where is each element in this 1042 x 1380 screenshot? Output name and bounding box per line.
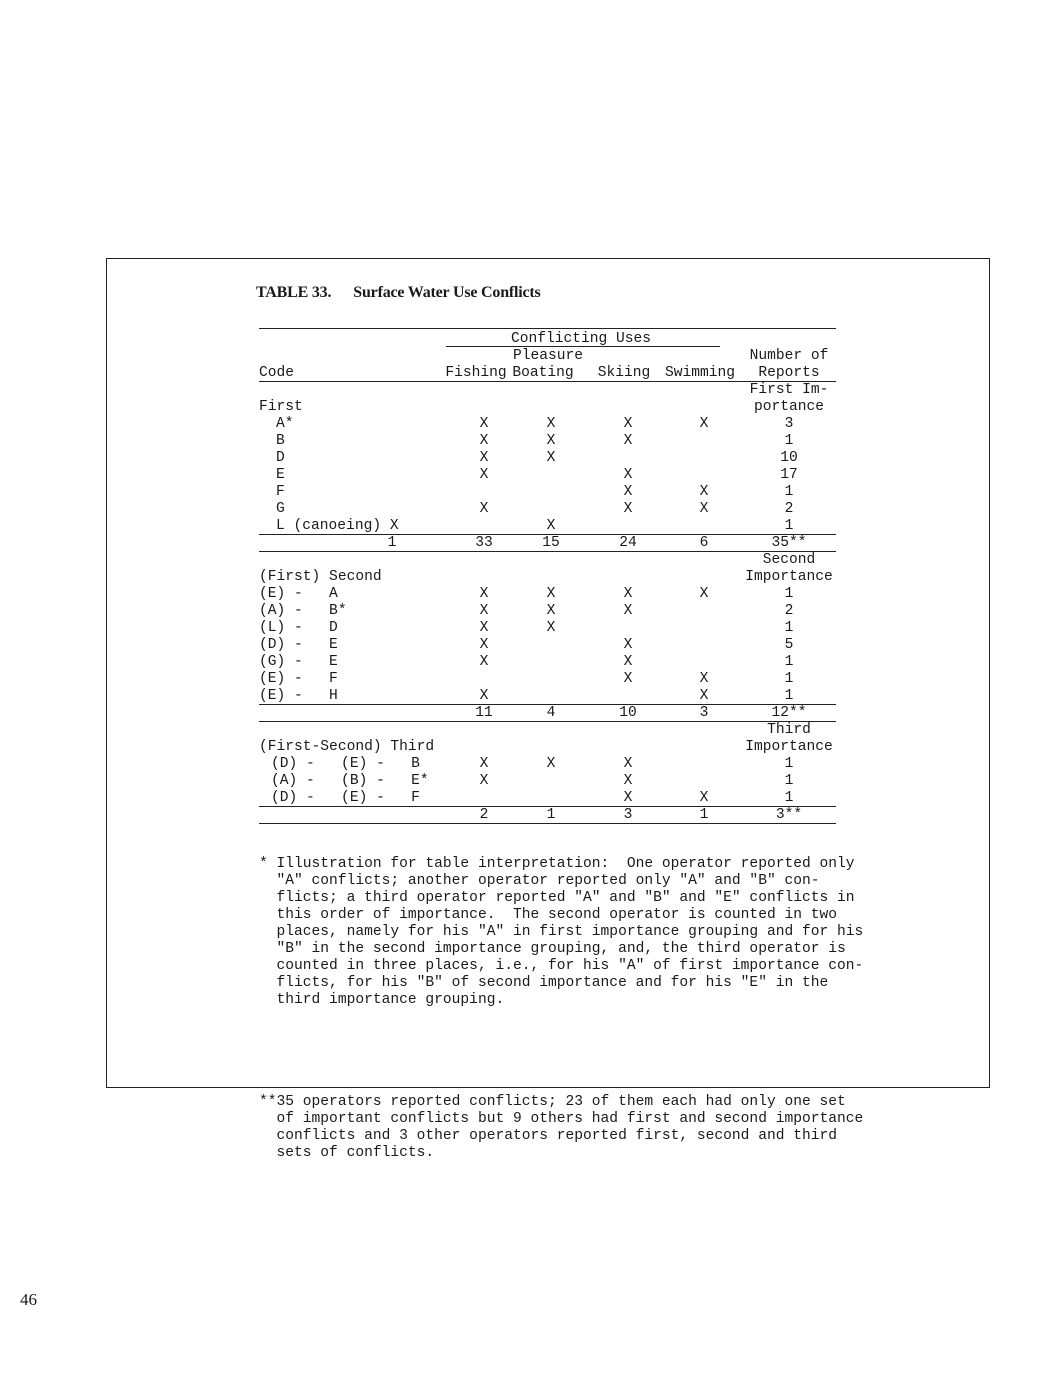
- second-cell-boating-mark: X: [546, 620, 556, 636]
- third-cell-boating-mark: X: [546, 756, 556, 772]
- table-title-text: Surface Water Use Conflicts: [353, 284, 541, 301]
- second-total-fishing: 11: [475, 705, 493, 721]
- second-cell-fishing-mark: X: [479, 637, 489, 653]
- header-boating: Boating: [512, 365, 574, 381]
- third-cell-reports: 1: [784, 756, 794, 772]
- group-header: Conflicting Uses: [510, 331, 652, 347]
- third-cell-fishing-mark: X: [479, 773, 489, 789]
- third-cell-fishing-mark: X: [479, 756, 489, 772]
- group-header-rule: [446, 346, 720, 347]
- second-cell-boating-mark: X: [546, 586, 556, 602]
- first-cell-boating-mark: X: [546, 433, 556, 449]
- first-importance-top: First Im-: [749, 382, 829, 398]
- footnote-single-line: flicts; a third operator reported "A" and "B" and "E" conflicts in: [259, 890, 855, 906]
- first-cell-skiing-mark: X: [623, 433, 633, 449]
- footnote-double-line: sets of conflicts.: [259, 1145, 435, 1161]
- footnote-single-line: counted in three places, i.e., for his "A" of first importance con-: [259, 958, 864, 974]
- third-total-swimming: 1: [699, 807, 709, 823]
- first-cell-swimming-mark: X: [699, 416, 709, 432]
- footnote-single-line: "A" conflicts; another operator reported only "A" and "B" con-: [259, 873, 820, 889]
- table-title: [256, 284, 541, 302]
- header-pleasure-top: Pleasure: [512, 348, 584, 364]
- first-cell-swimming-mark: X: [699, 484, 709, 500]
- second-cell-skiing-mark: X: [623, 637, 633, 653]
- first-row-code: G: [276, 501, 285, 517]
- second-cell-reports: 1: [784, 671, 794, 687]
- first-cell-boating-mark: X: [546, 416, 556, 432]
- second-cell-fishing-mark: X: [479, 620, 489, 636]
- first-cell-skiing-mark: X: [623, 501, 633, 517]
- first-importance-bottom: portance: [753, 399, 825, 415]
- first-section-label: First: [259, 399, 303, 415]
- first-totals-rule: [259, 551, 836, 552]
- footnote-double-line: of important conflicts but 9 others had first and second importance: [259, 1111, 864, 1127]
- footnote-double-line: conflicts and 3 other operators reported first, second and third: [259, 1128, 838, 1144]
- first-cell-skiing-mark: X: [623, 484, 633, 500]
- footnote-double-star: [259, 1094, 863, 1162]
- second-importance-top: Second: [762, 552, 816, 568]
- first-total-boating: 15: [542, 535, 560, 551]
- header-reports-bottom: Reports: [758, 365, 820, 381]
- third-importance-bottom: Importance: [745, 739, 833, 755]
- footnote-single-line: places, namely for his "A" in first importance grouping and for his: [259, 924, 864, 940]
- first-cell-fishing-mark: X: [479, 501, 489, 517]
- header-reports-top: Number of: [749, 348, 829, 364]
- footnote-double-line: **35 operators reported conflicts; 23 of them each had only one set: [259, 1094, 846, 1110]
- table-top-rule: [259, 328, 836, 329]
- third-cell-skiing-mark: X: [623, 756, 633, 772]
- second-total-skiing: 10: [619, 705, 637, 721]
- third-cell-reports: 1: [784, 773, 794, 789]
- first-row-code: B: [276, 433, 285, 449]
- first-cell-fishing-mark: X: [479, 433, 489, 449]
- first-cell-swimming-mark: X: [699, 501, 709, 517]
- third-importance-top: Third: [767, 722, 811, 738]
- first-cell-reports: 3: [784, 416, 794, 432]
- first-total-extra: 1: [387, 535, 397, 551]
- first-cell-reports: 1: [784, 433, 794, 449]
- third-cell-reports: 1: [784, 790, 794, 806]
- header-skiing: Skiing: [597, 365, 651, 381]
- first-cell-reports: 1: [784, 484, 794, 500]
- second-total-swimming: 3: [699, 705, 709, 721]
- second-row-code: (D) - E: [259, 637, 338, 653]
- second-cell-reports: 2: [784, 603, 794, 619]
- first-cell-reports: 17: [780, 467, 798, 483]
- first-row-code: F: [276, 484, 285, 500]
- second-cell-fishing-mark: X: [479, 654, 489, 670]
- second-cell-reports: 1: [784, 654, 794, 670]
- second-cell-fishing-mark: X: [479, 586, 489, 602]
- second-cell-fishing-mark: X: [479, 688, 489, 704]
- footnote-single-star: [259, 856, 863, 1009]
- second-cell-swimming-mark: X: [699, 586, 709, 602]
- footnotes: [259, 822, 863, 1179]
- second-cell-skiing-mark: X: [623, 654, 633, 670]
- footnote-single-line: third importance grouping.: [259, 992, 505, 1008]
- footnote-single-line: flicts, for his "B" of second importance and for his "E" in the: [259, 975, 829, 991]
- second-cell-fishing-mark: X: [479, 603, 489, 619]
- first-cell-reports: 1: [784, 518, 794, 534]
- first-row-code: E: [276, 467, 285, 483]
- second-row-code: (E) - F: [259, 671, 338, 687]
- first-cell-fishing-mark: X: [479, 467, 489, 483]
- second-row-code: (E) - A: [259, 586, 338, 602]
- first-cell-skiing-mark: X: [623, 467, 633, 483]
- second-cell-reports: 1: [784, 586, 794, 602]
- third-row-code: (D) - (E) - B: [271, 756, 420, 772]
- second-section-label: (First) Second: [259, 569, 382, 585]
- first-total-swimming: 6: [699, 535, 709, 551]
- first-cell-reports: 10: [780, 450, 798, 466]
- second-row-code: (L) - D: [259, 620, 338, 636]
- third-total-fishing: 2: [479, 807, 489, 823]
- first-total-skiing: 24: [619, 535, 637, 551]
- first-cell-skiing-mark: X: [623, 416, 633, 432]
- third-cell-skiing-mark: X: [623, 773, 633, 789]
- second-row-code: (G) - E: [259, 654, 338, 670]
- second-importance-bottom: Importance: [745, 569, 833, 585]
- header-code: Code: [259, 365, 295, 381]
- first-total-fishing: 33: [475, 535, 493, 551]
- second-cell-skiing-mark: X: [623, 671, 633, 687]
- second-cell-reports: 1: [784, 688, 794, 704]
- second-cell-skiing-mark: X: [623, 586, 633, 602]
- third-total-boating: 1: [546, 807, 556, 823]
- first-cell-boating-mark: X: [546, 450, 556, 466]
- first-cell-fishing-mark: X: [479, 450, 489, 466]
- second-total-boating: 4: [546, 705, 556, 721]
- second-cell-reports: 1: [784, 620, 794, 636]
- second-totals-rule: [259, 721, 836, 722]
- third-cell-swimming-mark: X: [699, 790, 709, 806]
- third-section-label: (First-Second) Third: [259, 739, 435, 755]
- second-cell-reports: 5: [784, 637, 794, 653]
- third-row-code: (A) - (B) - E*: [271, 773, 429, 789]
- header-fishing: Fishing: [445, 365, 507, 381]
- first-row-code: L (canoeing) X: [276, 518, 399, 534]
- first-cell-reports: 2: [784, 501, 794, 517]
- third-total-skiing: 3: [623, 807, 633, 823]
- footnote-single-line: * Illustration for table interpretation: One operator reported only: [259, 856, 855, 872]
- third-row-code: (D) - (E) - F: [271, 790, 420, 806]
- third-total-reports: 3**: [775, 807, 803, 823]
- third-cell-skiing-mark: X: [623, 790, 633, 806]
- first-cell-fishing-mark: X: [479, 416, 489, 432]
- second-cell-swimming-mark: X: [699, 671, 709, 687]
- footnote-single-line: "B" in the second importance grouping, and, the third operator is: [259, 941, 846, 957]
- second-cell-boating-mark: X: [546, 603, 556, 619]
- first-total-reports: 35**: [771, 535, 807, 551]
- second-cell-skiing-mark: X: [623, 603, 633, 619]
- table-number: TABLE 33.: [256, 284, 332, 301]
- first-row-code: A*: [276, 416, 294, 432]
- header-swimming: Swimming: [664, 365, 736, 381]
- second-row-code: (E) - H: [259, 688, 338, 704]
- first-cell-boating-mark: X: [546, 518, 556, 534]
- first-row-code: D: [276, 450, 285, 466]
- second-total-reports: 12**: [771, 705, 807, 721]
- page-number: 46: [20, 1290, 37, 1309]
- second-cell-swimming-mark: X: [699, 688, 709, 704]
- footnote-single-line: this order of importance. The second operator is counted in two: [259, 907, 838, 923]
- second-row-code: (A) - B*: [259, 603, 347, 619]
